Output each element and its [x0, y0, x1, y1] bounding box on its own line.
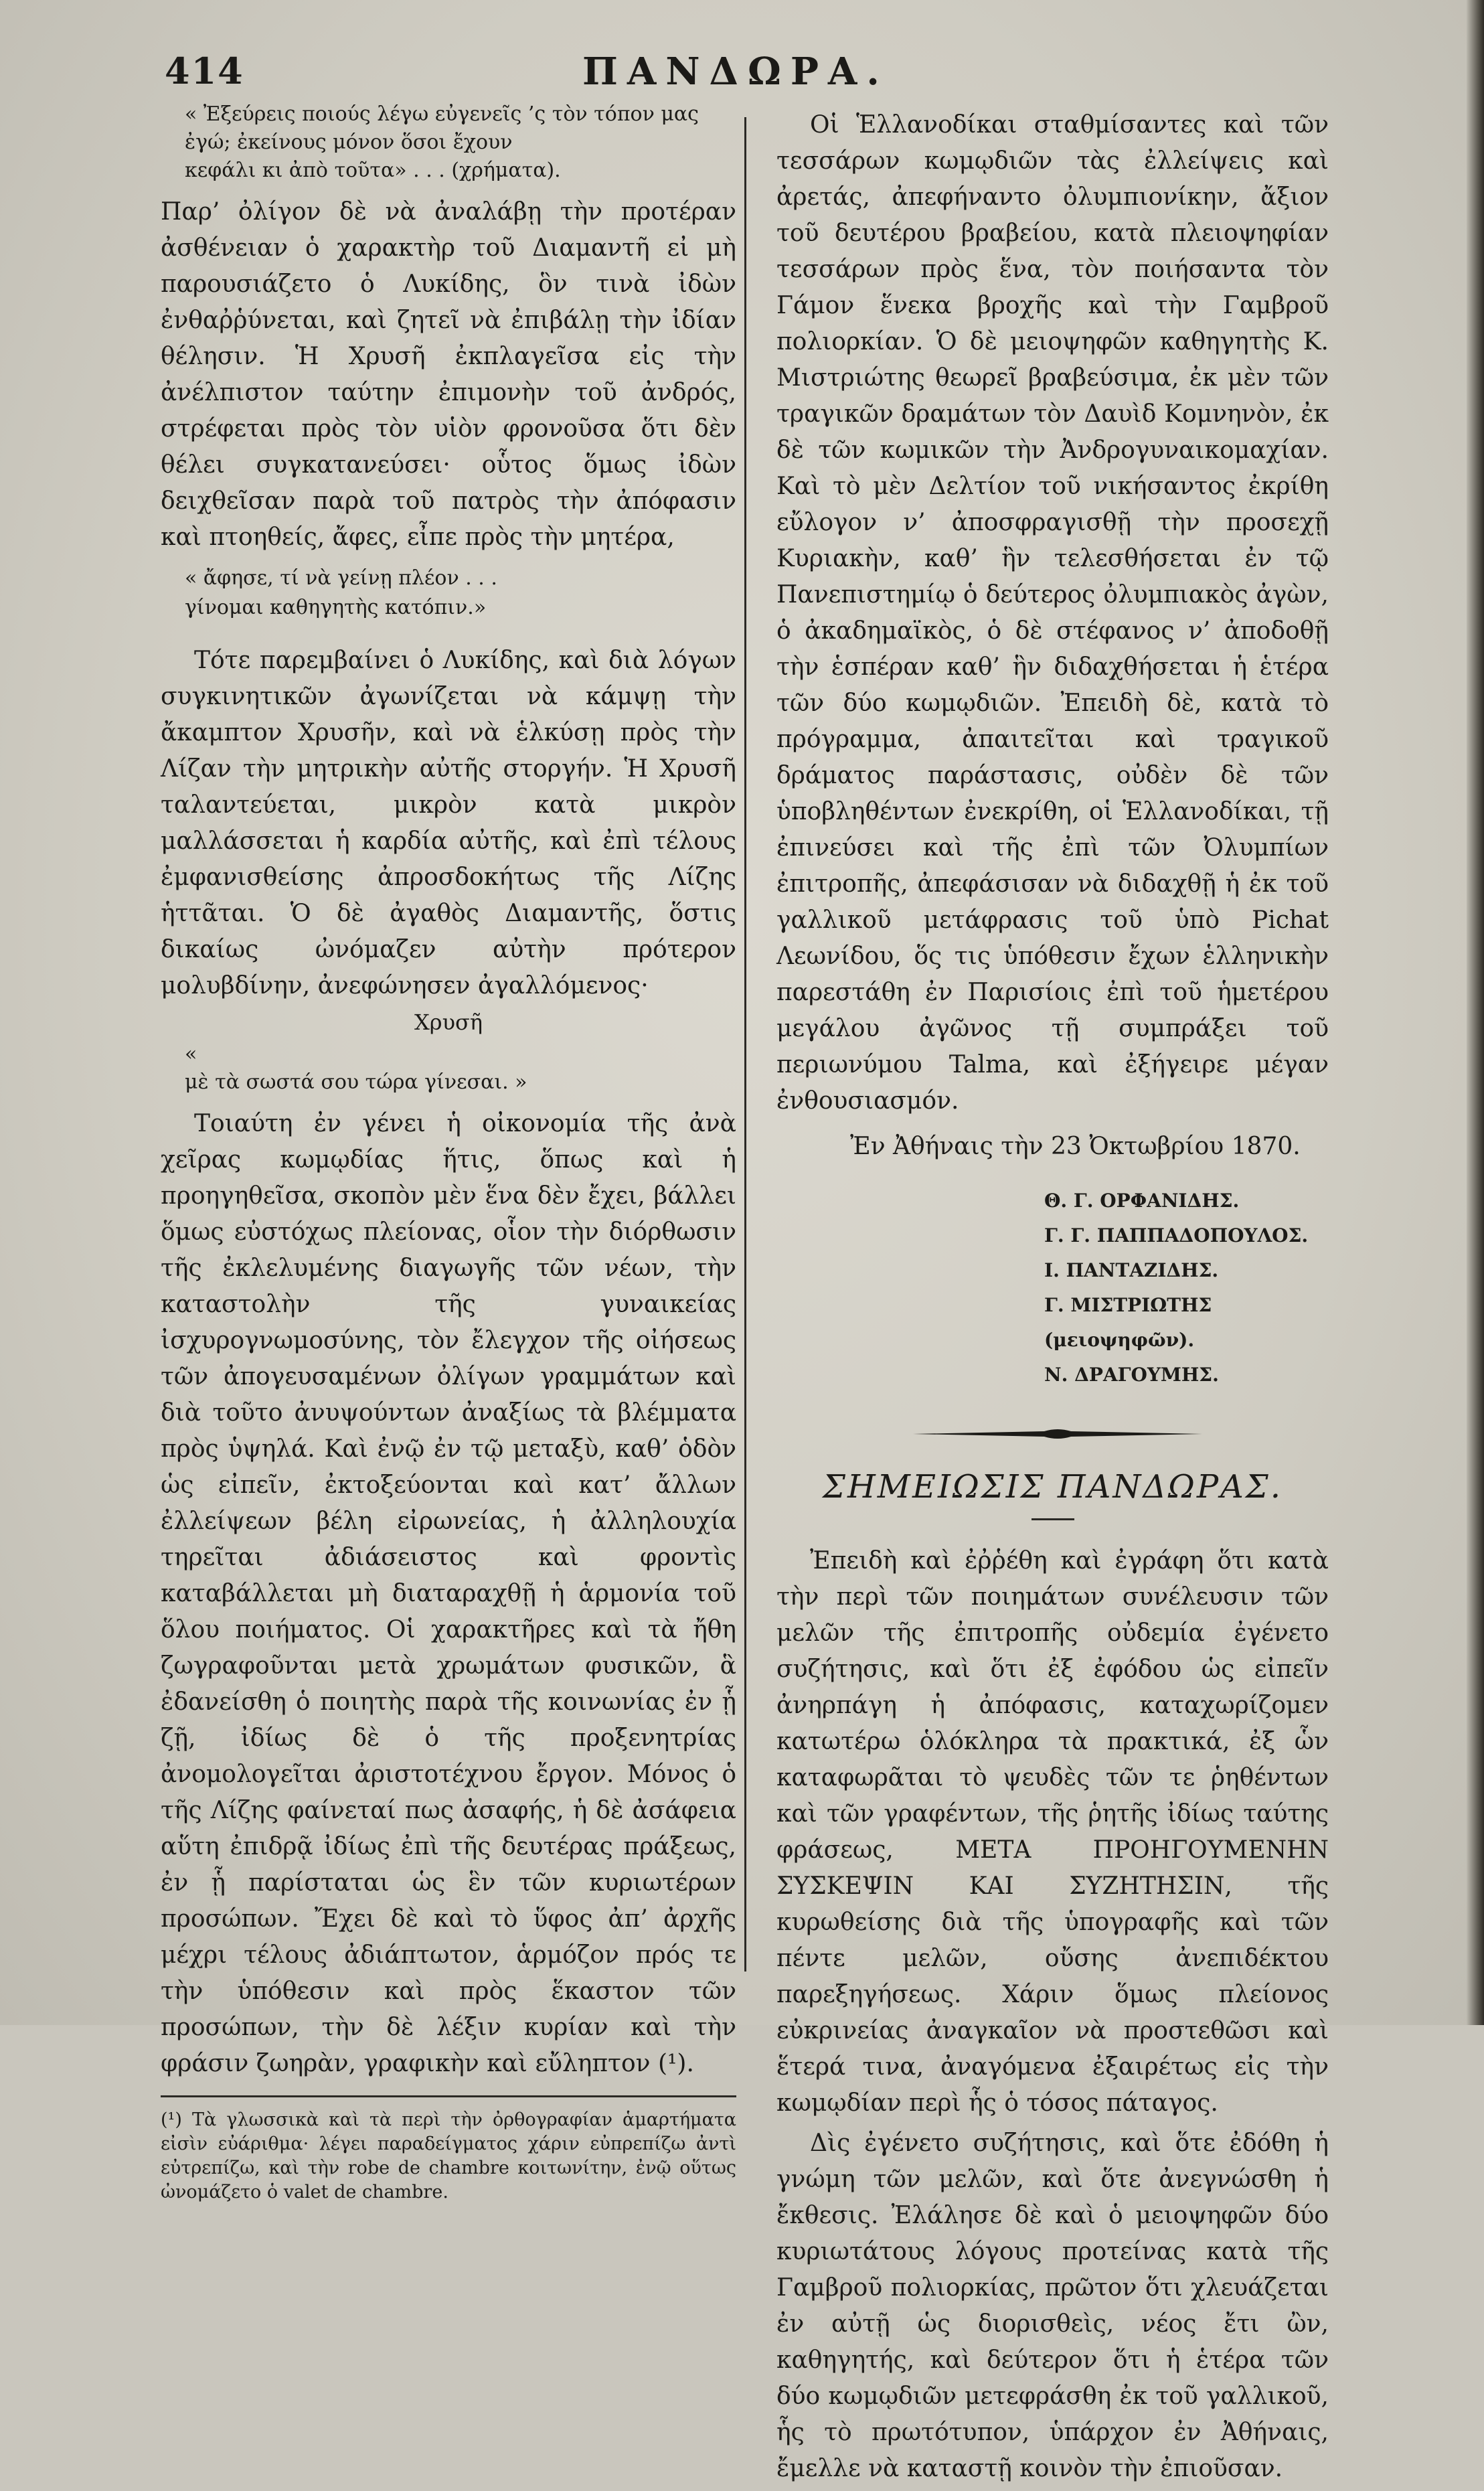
column-divider	[744, 117, 746, 1972]
verse-quote-top: « Ἐξεύρεις ποιούς λέγω εὐγενεῖς ’ς τὸν τόπον μας ἐγώ; ἐκείνους μόνον ὅσοι ἔχουν κεφάλι κι ἀπὸ τοῦτα» . . . (χρήματα).	[185, 102, 699, 182]
left-column	[161, 100, 736, 2204]
right-column	[776, 107, 1329, 2491]
signature: Θ. Γ. ΟΡΦΑΝΙΔΗΣ.	[1044, 1190, 1240, 1212]
book-spine-shadow	[1467, 0, 1484, 2025]
right-paragraph-3: Δὶς ἐγένετο συζήτησις, καὶ ὅτε ἐδόθη ἡ γνώμη τῶν μελῶν, καὶ ὅτε ἀνεγνώσθη ἡ ἔκθεσις. Ἐλάλησε δὲ καὶ ὁ μειοψηφῶν δύο κυριωτάτους λόγους προτείνας κατὰ τῆς Γαμβροῦ πολιορκίας, πρῶτον ὅτι χλευάζεται ἐν αὐτῇ ὡς διορισθεὶς, νέος ἔτι ὢν, καθηγητής, καὶ δεύτερον ὅτι ἡ ἑτέρα τῶν δύο κωμῳδιῶν μετεφράσθη ἐκ τοῦ γαλλικοῦ, ἧς τὸ πρωτότυπον, ὑπάρχον ἐν Ἀθήναις, ἔμελλε νὰ καταστῇ κοινὸν τὴν ἐπιοῦσαν.	[776, 2130, 1329, 2482]
signature: Ν. ΔΡΑΓΟΥΜΗΣ.	[1044, 1364, 1219, 1386]
ornamental-rule	[910, 1426, 1205, 1442]
verse-quote-end: « μὲ τὰ σωστά σου τώρα γίνεσαι. »	[185, 1042, 527, 1094]
title-dash	[1032, 1518, 1074, 1520]
dateline: Ἐν Ἀθήναις τὴν 23 Ὀκτωβρίου 1870.	[850, 1133, 1301, 1160]
footnote: (¹) Τὰ γλωσσικὰ καὶ τὰ περὶ τὴν ὀρθογραφίαν ἁμαρτήματα εἰσὶν εὐάριθμα· λέγει παραδείγματος χάριν εὐπρεπίζω ἀντὶ εὐτρεπίζω, καὶ τὴν robe de chambre κοιτωνίτην, ἐνῷ οὕτως ὠνομάζετο ὁ valet de chambre.	[161, 2109, 736, 2202]
verse-quote-middle: « ἄφησε, τί νὰ γείνῃ πλέον . . . γίνομαι καθηγητὴς κατόπιν.»	[185, 566, 497, 619]
section-title: ΣΗΜΕΙΩΣΙΣ ΠΑΝΔΩΡΑΣ.	[823, 1468, 1283, 1506]
running-title: ΠΑΝΔΩΡΑ.	[582, 50, 889, 94]
signature: Γ. ΜΙΣΤΡΙΩΤΗΣ (μειοψηφῶν).	[1044, 1294, 1212, 1351]
footnote-rule	[161, 2095, 736, 2097]
left-paragraph-1: Παρ’ ὀλίγον δὲ νὰ ἀναλάβῃ τὴν προτέραν ἀσθένειαν ὁ χαρακτὴρ τοῦ Διαμαντῆ εἰ μὴ παρουσιάζετο ὁ Λυκίδης, ὃν τινὰ ἰδὼν ἐνθαῤῥύνεται, καὶ ζητεῖ νὰ ἐπιβάλῃ τὴν ἰδίαν θέλησιν. Ἡ Χρυσῆ ἐκπλαγεῖσα εἰς τὴν ἀνέλπιστον ταύτην ἐπιμονὴν τοῦ ἀνδρός, στρέφεται πρὸς τὸν υἱὸν φρονοῦσα ὅτι δὲν θέλει συγκατανεύσει· οὗτος ὅμως ἰδὼν δειχθεῖσαν παρὰ τοῦ πατρὸς τὴν ἀπόφασιν καὶ πτοηθείς, ἄφες, εἶπε πρὸς τὴν μητέρα,	[161, 198, 736, 551]
left-paragraph-2: Τότε παρεμβαίνει ὁ Λυκίδης, καὶ διὰ λόγων συγκινητικῶν ἀγωνίζεται νὰ κάμψῃ τὴν ἄκαμπτον Χρυσῆν, καὶ νὰ ἑλκύσῃ πρὸς τὴν Λίζαν τὴν μητρικὴν αὐτῆς στοργήν. Ἡ Χρυσῆ ταλαντεύεται, μικρὸν κατὰ μικρὸν μαλλάσσεται ἡ καρδία αὐτῆς, καὶ ἐπὶ τέλους ἐμφανισθείσης ἀπροσδοκήτως τῆς Λίζης ἡττᾶται. Ὁ δὲ ἀγαθὸς Διαμαντῆς, ὅστις δικαίως ὠνόμαζεν αὐτὴν πρότερον μολυβδίνην, ἀνεφώνησεν ἀγαλλόμενος·	[161, 647, 736, 999]
signature: Ι. ΠΑΝΤΑΖΙΔΗΣ.	[1044, 1259, 1219, 1281]
verse-speaker-name: Χρυσῆ	[414, 1010, 483, 1035]
signature: Γ. Γ. ΠΑΠΠΑΔΟΠΟΥΛΟΣ.	[1044, 1224, 1309, 1247]
right-paragraph-1: Οἱ Ἑλλανοδίκαι σταθμίσαντες καὶ τῶν τεσσάρων κωμῳδιῶν τὰς ἐλλείψεις καὶ ἀρετάς, ἀπεφήναντο ὀλυμπιονίκην, ἄξιον τοῦ δευτέρου βραβείου, κατὰ πλειοψηφίαν τεσσάρων πρὸς ἕνα, τὸν ποιήσαντα τὸν Γάμον ἕνεκα βροχῆς καὶ τὴν Γαμβροῦ πολιορκίαν. Ὁ δὲ μειοψηφῶν καθηγητὴς Κ. Μιστριώτης θεωρεῖ βραβεύσιμα, ἐκ μὲν τῶν τραγικῶν δραμάτων τὸν Δαυὶδ Κομνηνὸν, ἐκ δὲ τῶν κωμικῶν τὴν Ἀνδρογυναικομαχίαν. Καὶ τὸ μὲν Δελτίον τοῦ νικήσαντος ἐκρίθη εὔλογον ν’ ἀποσφραγισθῇ τὴν προσεχῇ Κυριακὴν, καθ’ ἣν τελεσθήσεται ἐν τῷ Πανεπιστημίῳ ὁ δεύτερος ὀλυμπιακὸς ἀγὼν, ὁ ἀκαδημαϊκὸς, ὁ δὲ στέφανος ν’ ἀποδοθῇ τὴν ἑσπέραν καθ’ ἣν διδαχθήσεται ἡ ἑτέρα τῶν δύο κωμῳδιῶν. Ἐπειδὴ δὲ, κατὰ τὸ πρόγραμμα, ἀπαιτεῖται καὶ τραγικοῦ δράματος παράστασις, οὐδὲν δὲ τῶν ὑποβληθέντων ἐνεκρίθη, οἱ Ἑλλανοδίκαι, τῇ ἐπινεύσει καὶ τῆς ἐπὶ τῶν Ὀλυμπίων ἐπιτροπῆς, ἀπεφάσισαν νὰ διδαχθῇ ἡ ἐκ τοῦ γαλλικοῦ μετάφρασις τοῦ ὑπὸ Pichat Λεωνίδου, ὅς τις ὑπόθεσιν ἔχων ἑλληνικὴν παρεστάθη ἐν Παρισίοις ἐπὶ τοῦ ἡμετέρου μεγάλου ἀγῶνος τῇ συμπράξει τοῦ περιωνύμου Talma, καὶ ἐξήγειρε μέγαν ἐνθουσιασμόν.	[776, 111, 1329, 1115]
page-number: 414	[165, 50, 244, 92]
left-paragraph-3: Τοιαύτη ἐν γένει ἡ οἰκονομία τῆς ἀνὰ χεῖρας κωμῳδίας ἥτις, ὅπως καὶ ἡ προηγηθεῖσα, σκοπὸν μὲν ἕνα δὲν ἔχει, βάλλει ὅμως εὐστόχως πλείονας, οἷον τὴν διόρθωσιν τῆς ἐκλελυμένης διαγωγῆς τῶν νέων, τὴν καταστολὴν τῆς γυναικείας ἰσχυρογνωμοσύνης, τὸν ἔλεγχον τῆς οἰήσεως τῶν ἀπογευσαμένων ὀλίγων γραμμάτων καὶ διὰ τοῦτο ἀνυψούντων ἀναξίως τὰ βλέμματα πρὸς ὑψηλά. Καὶ ἐνῷ ἐν τῷ μεταξὺ, καθ’ ὁδὸν ὡς εἰπεῖν, ἐκτοξεύονται καὶ κατ’ ἄλλων ἐλλείψεων βέλη εἰρωνείας, ἡ ἀλληλουχία τηρεῖται ἀδιάσειστος καὶ φροντὶς καταβάλλεται μὴ διαταραχθῇ ἡ ἁρμονία τοῦ ὅλου ποιήματος. Οἱ χαρακτῆρες καὶ τὰ ἤθη ζωγραφοῦνται μετὰ χρωμάτων φυσικῶν, ἃ ἐδανείσθη ὁ ποιητὴς παρὰ τῆς κοινωνίας ἐν ᾗ ζῇ, ἰδίως δὲ ὁ τῆς προξενητρίας ἀνομολογεῖται ἀριστοτέχνου ἔργον. Μόνος ὁ τῆς Λίζης φαίνεταί πως ἀσαφής, ἡ δὲ ἀσάφεια αὕτη ἐπιδρᾷ ἰδίως ἐπὶ τῆς δευτέρας πράξεως, ἐν ᾗ παρίσταται ὡς ἓν τῶν κυριωτέρων προσώπων. Ἔχει δὲ καὶ τὸ ὕφος ἀπ’ ἀρχῆς μέχρι τέλους ἀδιάπτωτον, ἁρμόζον πρός τε τὴν ὑπόθεσιν καὶ πρὸς ἕκαστον τῶν προσώπων, τὴν δὲ λέξιν κυρίαν καὶ τὴν φράσιν ζωηρὰν, γραφικὴν καὶ εὔληπτον (¹).	[161, 1110, 736, 2077]
right-paragraph-2: Ἐπειδὴ καὶ ἐῤῥέθη καὶ ἐγράφη ὅτι κατὰ τὴν περὶ τῶν ποιημάτων συνέλευσιν τῶν μελῶν τῆς ἐπιτροπῆς οὐδεμία ἐγένετο συζήτησις, καὶ ὅτι ἐξ ἐφόδου ὡς εἰπεῖν ἀνηρπάγη ἡ ἀπόφασις, καταχωρίζομεν κατωτέρω ὁλόκληρα τὰ πρακτικά, ἐξ ὧν καταφωρᾶται τὸ ψευδὲς τῶν τε ῥηθέντων καὶ τῶν γραφέντων, τῆς ῥητῆς ἰδίως ταύτης φράσεως, ΜΕΤΑ ΠΡΟΗΓΟΥΜΕΝΗΝ ΣΥΣΚΕΨΙΝ ΚΑΙ ΣΥΖΗΤΗΣΙΝ, τῆς κυρωθείσης διὰ τῆς ὑπογραφῆς καὶ τῶν πέντε μελῶν, οὔσης ἀνεπιδέκτου παρεξηγήσεως. Χάριν ὅμως πλείονος εὐκρινείας ἀναγκαῖον νὰ προστεθῶσι καὶ ἕτερά τινα, ἀναγόμενα ἐξαιρέτως εἰς τὴν κωμῳδίαν περὶ ἧς ὁ τόσος πάταγος.	[776, 1547, 1329, 2117]
signature-list	[1044, 1184, 1329, 1392]
